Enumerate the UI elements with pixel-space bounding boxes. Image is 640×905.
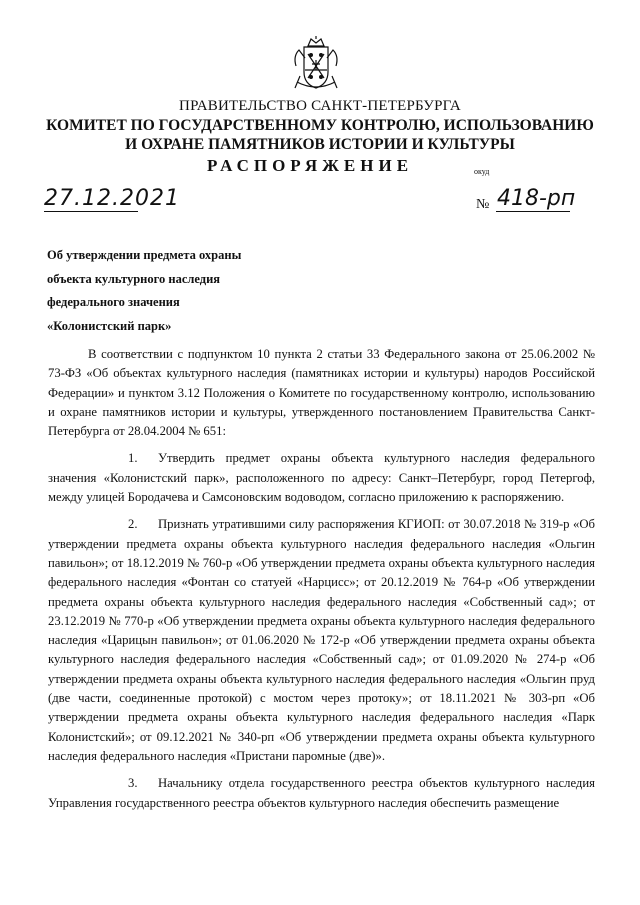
item-3-number: 3. (128, 776, 138, 791)
item-1-text: Утвердить предмет охраны объекта культурного наследия федерального значения «Колонистский парк», расположенного по адресу: Санкт–Петербург, город Петергоф, между улицей Бородачева и Самсоновским водоводом, согласно приложению к распоряжению. (48, 451, 595, 505)
coat-of-arms-icon (291, 36, 341, 92)
okud-label: окуд (474, 167, 490, 176)
number-underline (496, 211, 570, 212)
government-title: ПРАВИТЕЛЬСТВО САНКТ-ПЕТЕРБУРГА (179, 98, 461, 114)
item-1-number: 1. (128, 451, 138, 466)
number-mark: № (476, 197, 490, 212)
document-type: РАСПОРЯЖЕНИЕ (206, 156, 414, 175)
document-number: 418-рп (497, 186, 576, 211)
intro-paragraph: В соответствии с подпунктом 10 пункта 2 статьи 33 Федерального закона от 25.06.2002 № 73-ФЗ «Об объектах культурного наследия (памятниках истории и культуры) народов Российской Федерации» и пунктом 3.12 Положения о Комитете по государственному контролю, использованию и охране памятников истории и культуры, утвержденного постановлением Правительства Санкт-Петербурга от 28.04.2004 № 651: (48, 347, 595, 439)
item-2-number: 2. (128, 517, 138, 532)
subject-line: объекта культурного наследия (47, 271, 221, 286)
subject-line: федерального значения (47, 295, 180, 309)
item-3 (48, 774, 595, 813)
subject-line: Об утверждении предмета охраны (47, 248, 242, 262)
item-2-text: Признать утратившими силу распоряжения КГИОП: от 30.07.2018 № 319-р «Об утверждении предмета охраны объекта культурного наследия федерального наследия «Ольгин павильон»; от 18.12.2019 № 760-р «Об утверждении предмета охраны объекта культурного наследия федерального наследия «Фонтан со статуей «Нарцисс»; от 20.12.2019 № 764-р «Об утверждении предмета охраны объекта культурного наследия федерального наследия «Собственный сад»; от 23.12.2019 № 770-р «Об утверждении предмета охраны объекта культурного наследия федерального наследия «Царицын павильон»; от 01.06.2020 № 172-р «Об утверждении предмета охраны объекта культурного наследия федерального наследия «Собственный сад»; от 01.09.2020 № 274-р «Об утверждении предмета охраны объекта культурного наследия федерального наследия «Ольгин пруд (две части, соединенные протокой) с мостом через протоку»; от 18.11.2021 № 303-рп «Об утверждении предмета охраны объекта культурного наследия федерального наследия «Парк Колонистский»; от 09.12.2021 № 340-рп «Об утверждении предмета охраны объекта культурного наследия федерального наследия «Пристани паромные (две)». (48, 517, 595, 763)
document-date: 27.12.2021 (44, 186, 180, 211)
date-underline (44, 211, 138, 212)
committee-title-line1: КОМИТЕТ ПО ГОСУДАРСТВЕННОМУ КОНТРОЛЮ, ИСПОЛЬЗОВАНИЮ (46, 117, 594, 134)
item-2 (48, 515, 595, 766)
item-1 (48, 449, 595, 507)
item-3-text: Начальнику отдела государственного реестра объектов культурного наследия Управления государственного реестра объектов культурного наследия обеспечить размещение (48, 776, 595, 810)
document-subject (47, 244, 241, 338)
committee-title-line2: И ОХРАНЕ ПАМЯТНИКОВ ИСТОРИИ И КУЛЬТУРЫ (125, 136, 515, 153)
subject-line: «Колонистский парк» (47, 318, 172, 333)
document-body (48, 345, 595, 813)
